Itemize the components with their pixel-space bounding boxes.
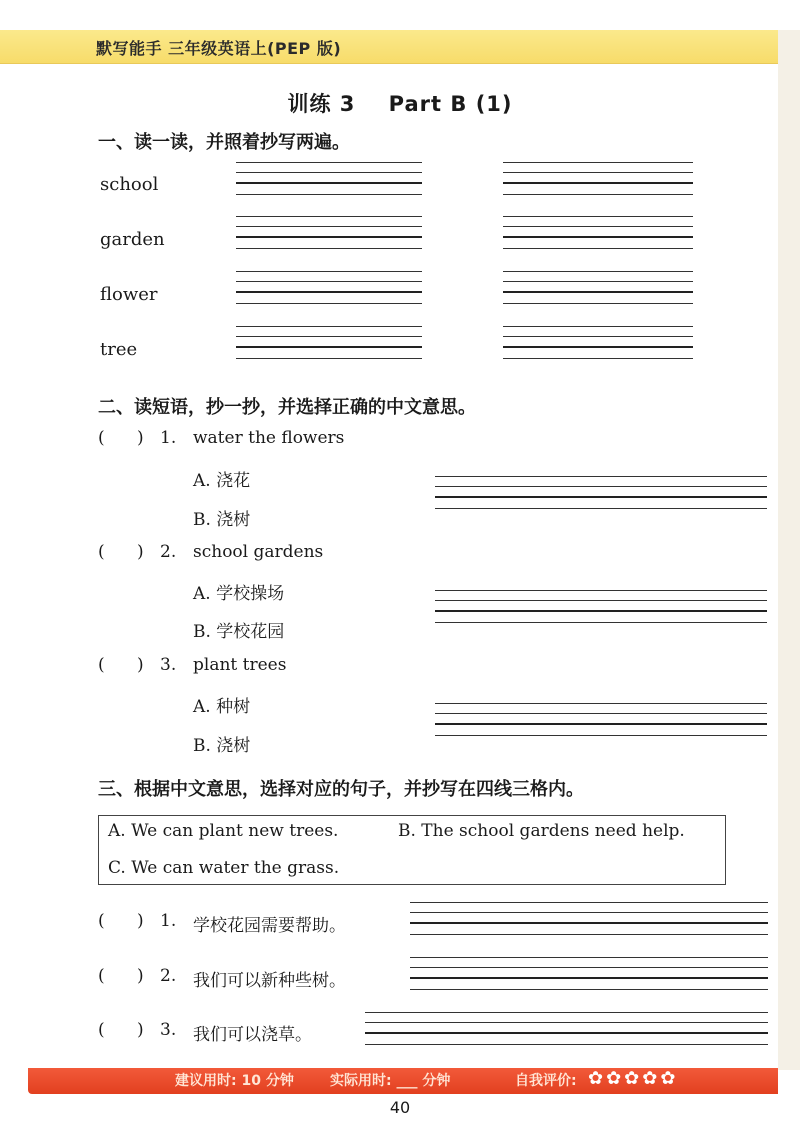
writing-lines[interactable] — [365, 1012, 768, 1045]
option-b: B. 浇树 — [193, 736, 251, 756]
chinese-sentence: 我们可以浇草。 — [193, 1025, 312, 1045]
writing-lines[interactable] — [503, 326, 693, 359]
chinese-sentence: 我们可以新种些树。 — [193, 971, 346, 991]
suggested-time: 建议用时: 10 分钟 — [175, 1073, 294, 1089]
word-garden: garden — [100, 229, 165, 250]
item-number: 3. — [160, 655, 177, 675]
item-number: 2. — [160, 542, 177, 562]
option-a: A. 学校操场 — [193, 584, 285, 604]
word-school: school — [100, 174, 159, 195]
writing-lines[interactable] — [435, 590, 767, 623]
option-b: B. 学校花园 — [193, 622, 285, 642]
answer-bracket[interactable]: ( ) — [98, 966, 144, 986]
item-number: 1. — [160, 428, 177, 448]
writing-lines[interactable] — [410, 957, 768, 990]
page-number: 40 — [389, 1098, 411, 1117]
writing-lines[interactable] — [236, 216, 422, 249]
self-eval-label: 自我评价: — [515, 1073, 577, 1089]
rating-stars-icon[interactable]: ✿✿✿✿✿ — [588, 1068, 679, 1089]
choice-c: C. We can water the grass. — [108, 858, 340, 878]
phrase: plant trees — [193, 655, 287, 675]
choice-a: A. We can plant new trees. — [108, 821, 339, 841]
writing-lines[interactable] — [410, 902, 768, 935]
answer-bracket[interactable]: ( ) — [98, 911, 144, 931]
actual-time: 实际用时: ___ 分钟 — [330, 1073, 451, 1089]
answer-bracket[interactable]: ( ) — [98, 655, 144, 675]
writing-lines[interactable] — [236, 271, 422, 304]
option-a: A. 浇花 — [193, 471, 251, 491]
choice-b: B. The school gardens need help. — [398, 821, 685, 841]
writing-lines[interactable] — [503, 271, 693, 304]
option-b: B. 浇树 — [193, 510, 251, 530]
section1-heading: 一、读一读，并照着抄写两遍。 — [98, 132, 350, 153]
page-title: 训练 3 Part B (1) — [287, 92, 513, 116]
phrase: school gardens — [193, 542, 324, 562]
section3-heading: 三、根据中文意思，选择对应的句子，并抄写在四线三格内。 — [98, 779, 584, 800]
item-number: 1. — [160, 911, 177, 931]
writing-lines[interactable] — [236, 326, 422, 359]
writing-lines[interactable] — [503, 162, 693, 195]
section2-heading: 二、读短语，抄一抄，并选择正确的中文意思。 — [98, 397, 476, 418]
writing-lines[interactable] — [435, 476, 767, 509]
word-flower: flower — [100, 284, 158, 305]
writing-lines[interactable] — [236, 162, 422, 195]
phrase: water the flowers — [193, 428, 345, 448]
writing-lines[interactable] — [503, 216, 693, 249]
item-number: 2. — [160, 966, 177, 986]
book-title: 默写能手 三年级英语上(PEP 版) — [96, 39, 342, 58]
chinese-sentence: 学校花园需要帮助。 — [193, 916, 346, 936]
page-edge — [778, 30, 800, 1070]
word-tree: tree — [100, 339, 138, 360]
writing-lines[interactable] — [435, 703, 767, 736]
answer-bracket[interactable]: ( ) — [98, 428, 144, 448]
answer-bracket[interactable]: ( ) — [98, 542, 144, 562]
item-number: 3. — [160, 1020, 177, 1040]
answer-bracket[interactable]: ( ) — [98, 1020, 144, 1040]
option-a: A. 种树 — [193, 697, 251, 717]
